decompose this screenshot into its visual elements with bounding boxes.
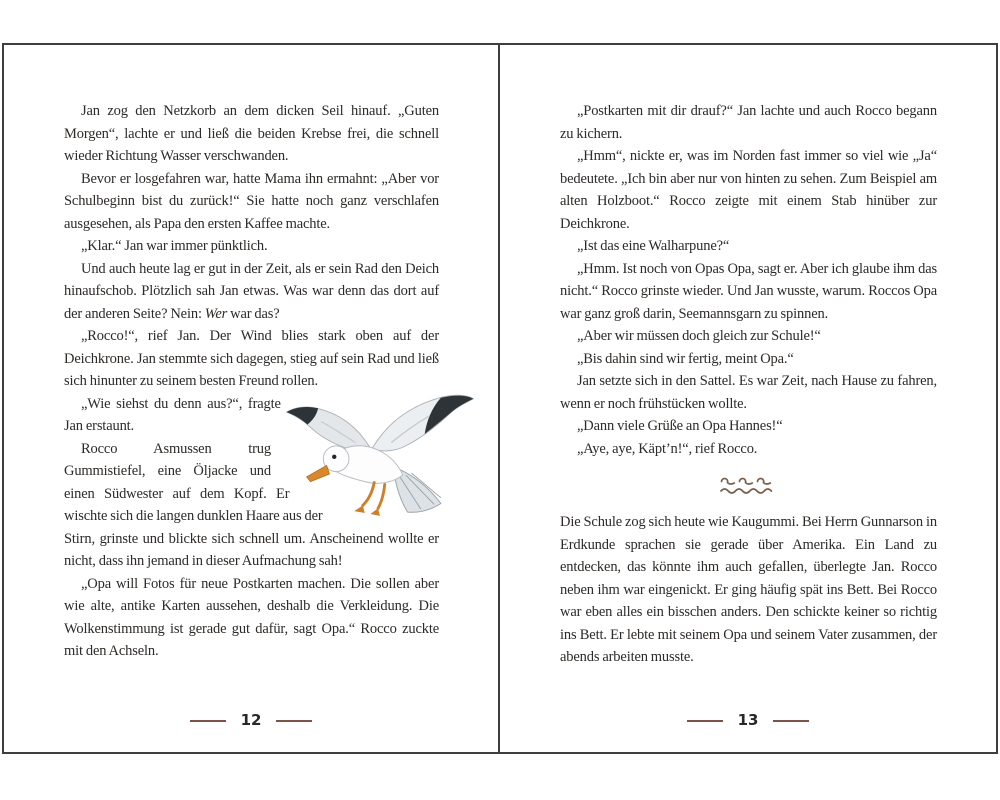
paragraph: „Hmm“, nickte er, was im Norden fast immer so viel wie „Ja“ bedeutete. „Ich bin aber nur von hinten zu sehen. Zum Beispiel am alten Holzboot.“ Rocco zeigte mit einem Stab hinüber zur Deichkrone. xyxy=(560,148,937,232)
footer-dash-right xyxy=(773,720,809,722)
page-right-text-before-break xyxy=(560,100,937,460)
footer-dash-left xyxy=(190,720,226,722)
footer-dash-left xyxy=(687,720,723,722)
paragraph: „Dann viele Grüße an Opa Hannes!“ xyxy=(577,418,783,434)
paragraph: „Aye, aye, Käpt’n!“, rief Rocco. xyxy=(577,440,758,457)
paragraph: Bevor er losgefahren war, hatte Mama ihn ermahnt: „Aber vor Schulbeginn bist du zurück!“ Sie hatte noch ganz verschlafen ausgesehen, als Papa den ersten Kaffee machte. xyxy=(64,170,439,232)
page-right xyxy=(500,45,996,752)
seagull-illustration xyxy=(279,385,479,523)
page-right-text xyxy=(500,45,996,669)
paragraph: „Postkarten mit dir drauf?“ Jan lachte und auch Rocco begann zu kichern. xyxy=(560,103,937,142)
paragraph: „Bis dahin sind wir fertig, meint Opa.“ xyxy=(577,350,794,367)
paragraph: „Klar.“ Jan war immer pünktlich. xyxy=(81,238,268,254)
paragraph: „Opa will Fotos für neue Postkarten machen. Die sollen aber wie alte, antike Karten aussehen, deshalb die Verkleidung. Die Wolkenstimmung ist gerade gut dafür, sagt Opa.“ Rocco zuckte mit den Achseln. xyxy=(64,575,439,659)
book-spread xyxy=(2,43,998,754)
page-right-text-after-break xyxy=(560,511,937,669)
paragraph: „Wie siehst du denn aus?“, fragte Jan erstaunt. xyxy=(64,393,439,438)
paragraph: „Rocco!“, rief Jan. Der Wind blies stark oben auf der Deichkrone. Jan stemmte sich dagegen, stieg auf sein Rad und ließ sich hinunter zu seinem besten Freund rollen. xyxy=(64,328,439,389)
paragraph: „Hmm. Ist noch von Opas Opa, sagt er. Aber ich glaube ihm das nicht.“ Rocco grinste wieder. Und Jan wusste, warum. Roccos Opa war ganz groß darin, Seemannsgarn zu spinnen. xyxy=(560,260,937,322)
page-left xyxy=(4,45,500,752)
section-break xyxy=(560,473,937,496)
paragraph: Jan zog den Netzkorb an dem dicken Seil hinauf. „Guten Morgen“, lachte er und ließ die beiden Krebse frei, die schnell wieder Richtung Wasser verschwanden. xyxy=(64,103,439,164)
paragraph: Jan setzte sich in den Sattel. Es war Zeit, nach Hause zu fahren, wenn er noch frühstücken wollte. xyxy=(560,373,937,412)
paragraph: „Ist das eine Walharpune?“ xyxy=(577,238,730,254)
page-left-text xyxy=(4,45,498,663)
paragraph: „Aber wir müssen doch gleich zur Schule!“ xyxy=(577,328,821,344)
page-right-footer xyxy=(500,713,996,728)
page-number-left: 12 xyxy=(240,711,262,729)
wave-ornament-icon xyxy=(717,473,781,496)
paragraph: Und auch heute lag er gut in der Zeit, als er sein Rad den Deich hinaufschob. Plötzlich sah Jan etwas. Was war denn das dort auf der anderen Seite? Nein: Wer war das? xyxy=(64,260,439,322)
seagull-icon xyxy=(279,385,479,523)
paragraph: Die Schule zog sich heute wie Kaugummi. Bei Herrn Gunnarson in Erdkunde sprachen sie gerade über Amerika. Ein Land zu entdecken, das könnte ihm auch gefallen, überlegte Jan. Rocco neben ihm war eingenickt. Er ging häufig spät ins Bett. Bei Rocco war eben alles ein bisschen anders. Den schickte keiner so richtig ins Bett. Er lebte mit seinem Opa und seinem Vater zusammen, der abends arbeiten musste. xyxy=(560,514,937,665)
page-number-right: 13 xyxy=(737,711,759,729)
paragraph: Rocco Asmussen trug Gummistiefel, eine Öljacke und einen Südwester auf dem Kopf. Er wischte sich die langen dunklen Haare aus der Stirn, grinste und blickte sich schnell um. Anscheinend wollte er nicht, dass ihn jemand in dieser Aufmachung sah! xyxy=(64,440,439,569)
footer-dash-right xyxy=(276,720,312,722)
page-left-footer xyxy=(4,713,498,728)
